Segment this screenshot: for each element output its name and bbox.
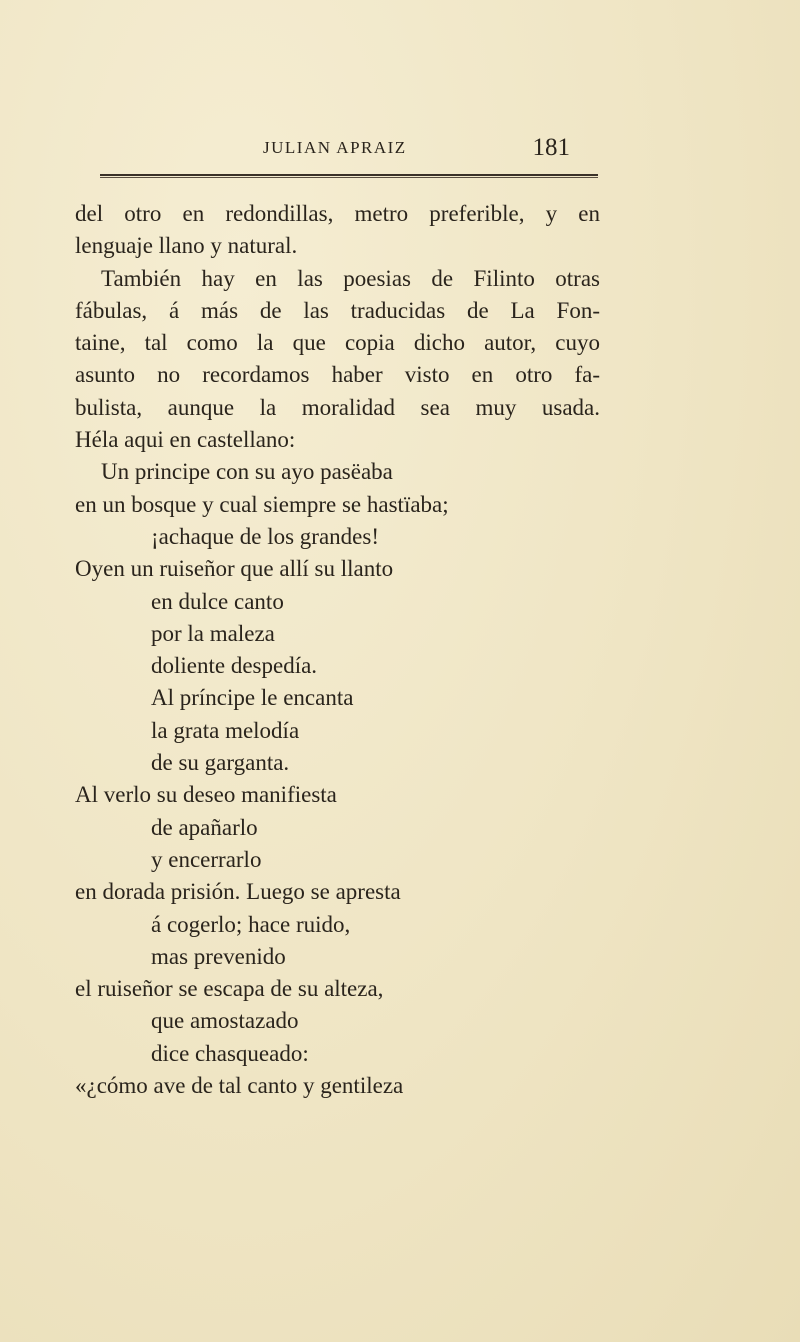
text-line: ¡achaque de los grandes! xyxy=(151,523,379,549)
text-line: del otro en redondillas, metro preferible, y en xyxy=(75,201,600,226)
text-line: fábulas, á más de las traducidas de La Fon- xyxy=(75,297,600,323)
text-line: y encerrarlo xyxy=(151,846,262,872)
text-line: en un bosque y cual siempre se hastïaba; xyxy=(75,491,449,517)
text-line: Oyen un ruiseñor que allí su llanto xyxy=(75,556,394,582)
running-header xyxy=(75,134,598,164)
text-line: «¿cómo ave de tal canto y gentileza xyxy=(75,1073,404,1099)
text-line: en dulce canto xyxy=(151,588,284,614)
text-line: Héla aqui en castellano: xyxy=(75,427,296,453)
text-line: doliente despedía. xyxy=(151,653,318,679)
text-line: También hay en las poesias de Filinto otras xyxy=(101,265,600,291)
header-rule xyxy=(100,174,598,176)
text-line: asunto no recordamos haber visto en otro fa- xyxy=(75,362,600,388)
text-line: de su garganta. xyxy=(151,750,290,776)
text-line: Al verlo su deseo manifiesta xyxy=(75,782,337,808)
text-body xyxy=(75,198,600,1102)
text-line: á cogerlo; hace ruido, xyxy=(151,911,351,937)
text-line: en dorada prisión. Luego se apresta xyxy=(75,879,401,905)
running-title: JULIAN APRAIZ xyxy=(263,138,407,157)
text-line: por la maleza xyxy=(151,620,275,646)
text-line: dice chasqueado: xyxy=(151,1040,309,1066)
text-line: Al príncipe le encanta xyxy=(151,685,354,711)
text-line: bulista, aunque la moralidad sea muy usada. xyxy=(75,394,600,420)
text-line: mas prevenido xyxy=(151,943,286,969)
text-line: taine, tal como la que copia dicho autor, cuyo xyxy=(75,330,600,356)
text-line: lenguaje llano y natural. xyxy=(75,233,298,259)
text-line: la grata melodía xyxy=(151,717,300,743)
text-line: el ruiseñor se escapa de su alteza, xyxy=(75,976,384,1002)
text-line: Un principe con su ayo pasëaba xyxy=(101,459,393,485)
text-line: de apañarlo xyxy=(151,814,258,840)
page-number: 181 xyxy=(532,134,570,161)
text-line: que amostazado xyxy=(151,1008,299,1034)
